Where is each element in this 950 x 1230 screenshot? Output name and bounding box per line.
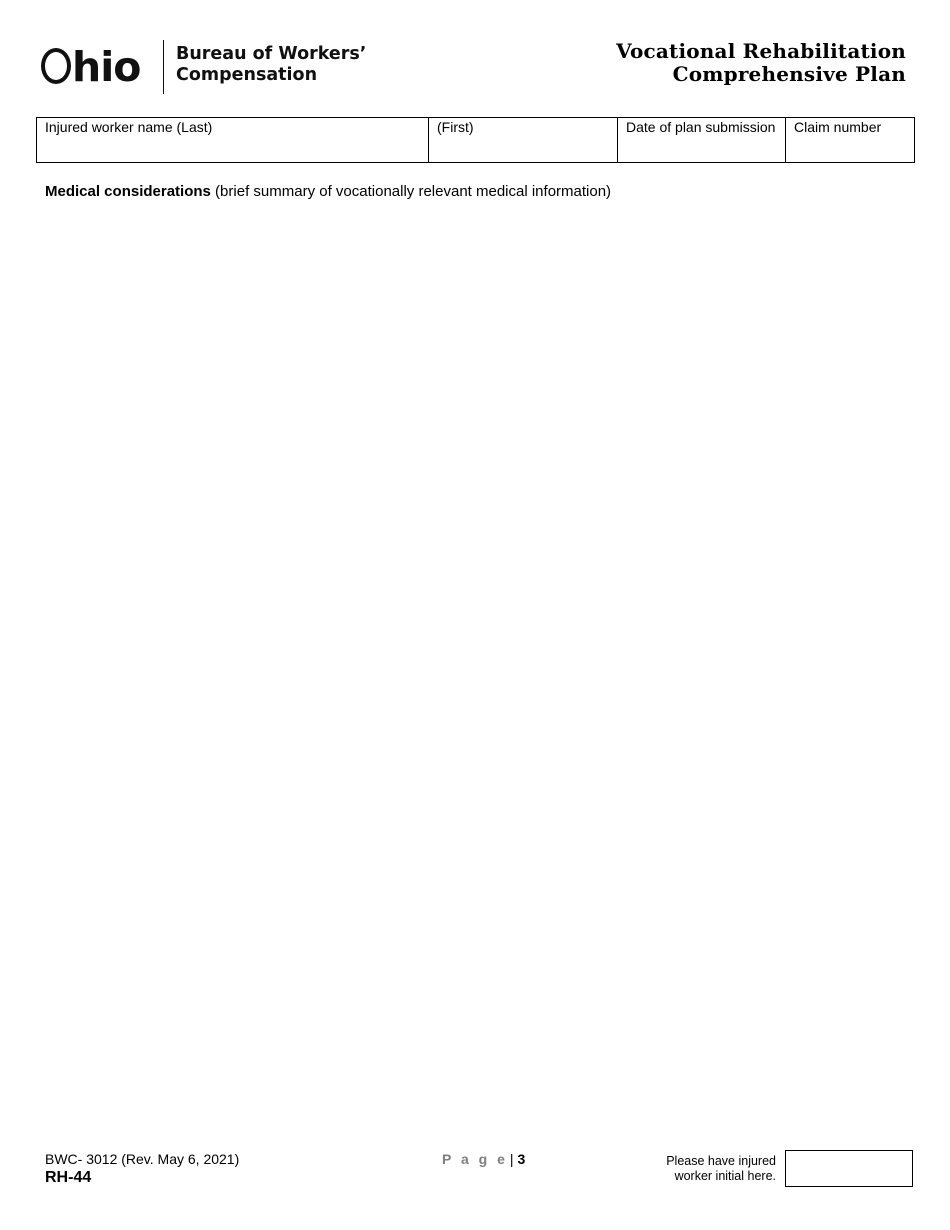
claim-number-field[interactable] (786, 118, 915, 163)
form-title-line2: Comprehensive Plan (672, 62, 906, 86)
plan-submission-date-field[interactable] (618, 118, 786, 163)
page-word: P a g e (442, 1151, 508, 1167)
page-number-value: 3 (517, 1151, 526, 1167)
ohio-bwc-logo (40, 38, 367, 96)
page-separator: | (509, 1151, 514, 1167)
logo-divider (163, 40, 164, 94)
agency-name-line1: Bureau of Workers’ (176, 44, 367, 64)
last-name-field[interactable] (37, 118, 429, 163)
worker-info-table (36, 117, 915, 163)
first-name-label: (First) (437, 119, 474, 135)
form-revision: BWC- 3012 (Rev. May 6, 2021) (45, 1151, 240, 1167)
initial-instruction-line1: Please have injured (666, 1154, 776, 1168)
agency-name-line2: Compensation (176, 65, 318, 85)
form-title (616, 40, 906, 86)
last-name-label: Injured worker name (Last) (45, 119, 213, 135)
ohio-o-ring-icon (41, 48, 71, 84)
form-title-line1: Vocational Rehabilitation (616, 39, 906, 63)
first-name-field[interactable] (429, 118, 618, 163)
page-number (442, 1151, 525, 1168)
worker-initial-box[interactable] (785, 1150, 913, 1187)
medical-considerations-text-area[interactable] (45, 210, 910, 1130)
agency-name (176, 44, 366, 86)
medical-considerations-hint: (brief summary of vocationally relevant medical information) (210, 183, 612, 200)
ohio-wordmark-text: hio (72, 43, 141, 91)
form-code: RH-44 (45, 1169, 92, 1186)
medical-considerations-heading (45, 183, 611, 201)
ohio-wordmark (40, 39, 155, 95)
medical-considerations-title: Medical considerations (45, 183, 211, 200)
plan-submission-date-label: Date of plan submission (626, 119, 776, 135)
initial-instruction (666, 1154, 776, 1184)
claim-number-label: Claim number (794, 119, 882, 135)
initial-instruction-line2: worker initial here. (674, 1169, 776, 1183)
